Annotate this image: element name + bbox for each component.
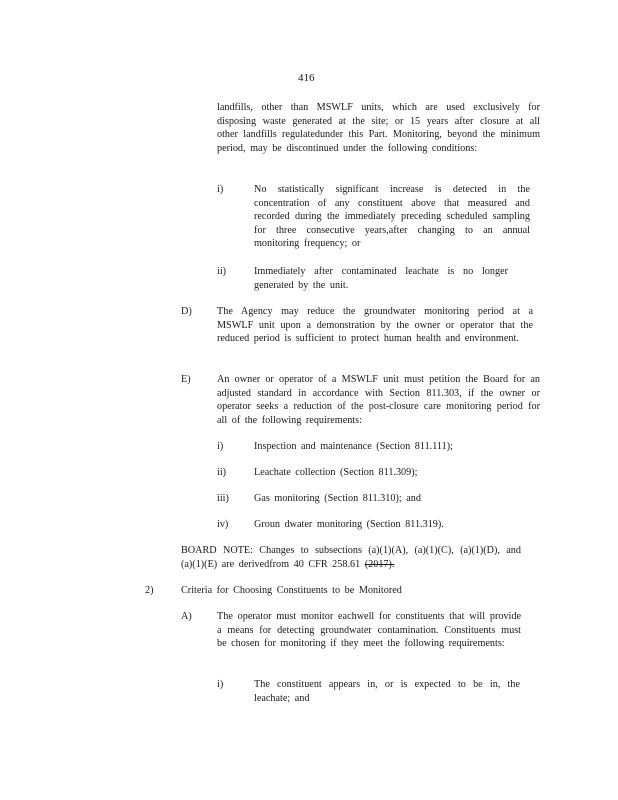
item-d-text: The Agency may reduce the groundwater monitoring period at a MSWLF unit upon a demonstration by the owner or operator that the reduced period is sufficient to protect human health and environment. — [217, 306, 533, 345]
board-note-struck-text: (2017). — [364, 558, 395, 570]
requirement-text: Groun dwater monitoring (Section 811.319). — [254, 519, 444, 530]
requirement-text: Gas monitoring (Section 811.310); and — [254, 493, 421, 504]
item-a-sub-label: i) — [217, 679, 224, 690]
requirement-label: iv) — [217, 519, 229, 530]
item-e-text: An owner or operator of a MSWLF unit must petition the Board for an adjusted standard in accordance with Section 811.303, if the owner or operator seeks a reduction of the post-closure care monitoring period for all of the following requirements: — [217, 374, 540, 426]
condition-text: Immediately after contaminated leachate is no longer generated by the unit. — [254, 266, 508, 291]
item-a-text: The operator must monitor eachwell for constituents that will provide a means for detecting groundwater contamination. Constituents must be chosen for monitoring if they meet the following requirements: — [217, 611, 521, 650]
item-a-label: A) — [181, 611, 192, 622]
item-a-sub-text: The constituent appears in, or is expected to be in, the leachate; and — [254, 679, 520, 704]
requirement-label: i) — [217, 441, 224, 452]
board-note — [181, 544, 521, 571]
board-note-text: BOARD NOTE: Changes to subsections (a)(1)(A), (a)(1)(C), (a)(1)(D), and (a)(1)(E) are derivedfrom 40 CFR 258.61 — [181, 545, 521, 570]
requirement-text: Leachate collection (Section 811.309); — [254, 467, 418, 478]
item-d-label: D) — [181, 306, 192, 317]
intro-paragraph: landfills, other than MSWLF units, which are used exclusively for disposing waste generated at the site; or 15 years after closure at all other landfills regulatedunder this Part. Monitoring, beyond the minimum period, may be discontinued under the following conditions: — [217, 102, 540, 154]
condition-label: i) — [217, 184, 224, 195]
item-e-label: E) — [181, 374, 191, 385]
section-2-label: 2) — [145, 585, 154, 596]
requirement-label: ii) — [217, 467, 227, 478]
condition-text: No statistically significant increase is detected in the concentration of any constituent above that measured and recorded during the immediately preceding scheduled sampling for three consecutive years,after changing to an annual monitoring frequency; or — [254, 184, 530, 250]
requirement-label: iii) — [217, 493, 229, 504]
section-2-title: Criteria for Choosing Constituents to be Monitored — [181, 585, 402, 596]
requirement-text: Inspection and maintenance (Section 811.111); — [254, 441, 453, 452]
condition-label: ii) — [217, 266, 227, 277]
page-number: 416 — [298, 72, 315, 84]
